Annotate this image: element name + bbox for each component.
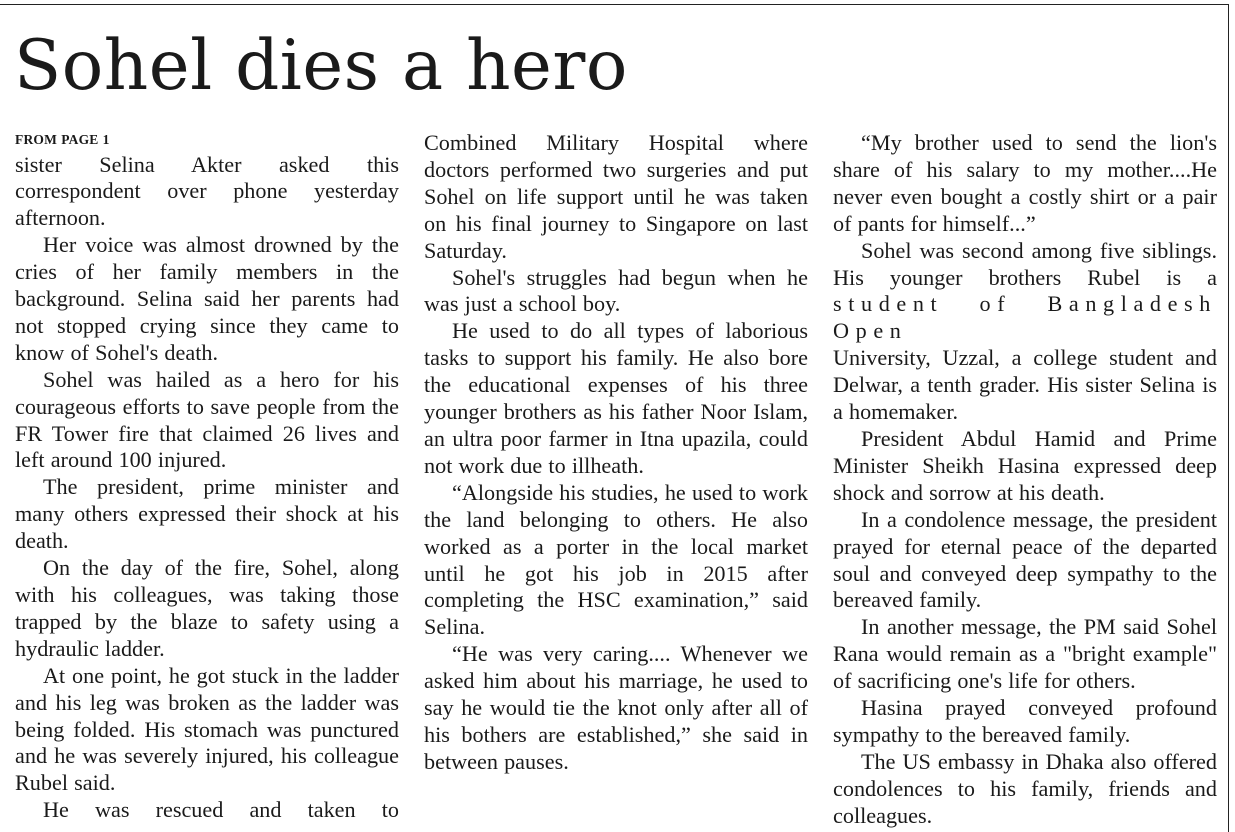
headline: Sohel dies a hero: [14, 26, 628, 106]
article-column-1: [15, 130, 399, 824]
paragraph: President Abdul Hamid and Prime Minister Sheikh Hasina expressed deep shock and sorrow at his death.: [833, 425, 1217, 505]
paragraph: University, Uzzal, a college student and Delwar, a tenth grader. His sister Selina is a homemaker.: [833, 345, 1217, 425]
paragraph: Sohel was second among five siblings. His younger brothers Rubel is a: [833, 237, 1217, 290]
paragraph: In another message, the PM said Sohel Rana would remain as a "bright example" of sacrificing one's life for others.: [833, 614, 1217, 694]
paragraph: sister Selina Akter asked this correspondent over phone yesterday afternoon.: [15, 151, 399, 231]
paragraph: The president, prime minister and many others expressed their shock at his death.: [15, 474, 399, 554]
paragraph: “Alongside his studies, he used to work the land belonging to others. He also worked as a porter in the local market until he got his job in 2015 after completing the HSC examination,” said Selina.: [424, 479, 808, 640]
paragraph: In a condolence message, the president prayed for eternal peace of the departed soul and conveyed deep sympathy to the bereaved family.: [833, 506, 1217, 613]
paragraph: He used to do all types of laborious tasks to support his family. He also bore the educational expenses of his three younger brothers as his father Noor Islam, an ultra poor farmer in Itna upazila, could not work due to illheath.: [424, 318, 808, 478]
paragraph: The US embassy in Dhaka also offered condolences to his family, friends and colleagues.: [833, 748, 1217, 828]
paragraph: Sohel's struggles had begun when he was just a school boy.: [424, 264, 808, 317]
paragraph: He was rescued and taken to: [43, 797, 399, 823]
kicker: FROM PAGE 1: [15, 132, 110, 147]
paragraph: Hasina prayed conveyed profound sympathy to the bereaved family.: [833, 695, 1217, 747]
top-rule: [0, 4, 1228, 5]
paragraph: On the day of the fire, Sohel, along with his colleagues, was taking those trapped by the blaze to safety using a hydraulic ladder.: [15, 555, 399, 661]
paragraph: “He was very caring.... Whenever we asked him about his marriage, he used to say he would tie the knot only after all of his bothers are established,” she said in between pauses.: [424, 641, 808, 774]
paragraph: At one point, he got stuck in the ladder and his leg was broken as the ladder was being folded. His stomach was punctured and he was severely injured, his colleague Rubel said.: [15, 662, 399, 796]
paragraph: Combined Military Hospital where doctors performed two surgeries and put Sohel on life support until he was taken on his final journey to Singapore on last Saturday.: [424, 130, 808, 263]
right-rule: [1228, 4, 1229, 832]
article-column-3: [833, 130, 1217, 830]
paragraph: Her voice was almost drowned by the cries of her family members in the background. Selina said her parents had not stopped crying since they came to know of Sohel's death.: [15, 232, 399, 365]
paragraph: “My brother used to send the lion's share of his salary to my mother....He never even bought a costly shirt or a pair of pants for himself...”: [833, 130, 1217, 236]
article-column-2: [424, 130, 808, 776]
paragraph: Sohel was hailed as a hero for his courageous efforts to save people from the FR Tower fire that claimed 26 lives and left around 100 injured.: [15, 366, 399, 473]
paragraph-line: student of Bangladesh Open: [833, 291, 1217, 344]
